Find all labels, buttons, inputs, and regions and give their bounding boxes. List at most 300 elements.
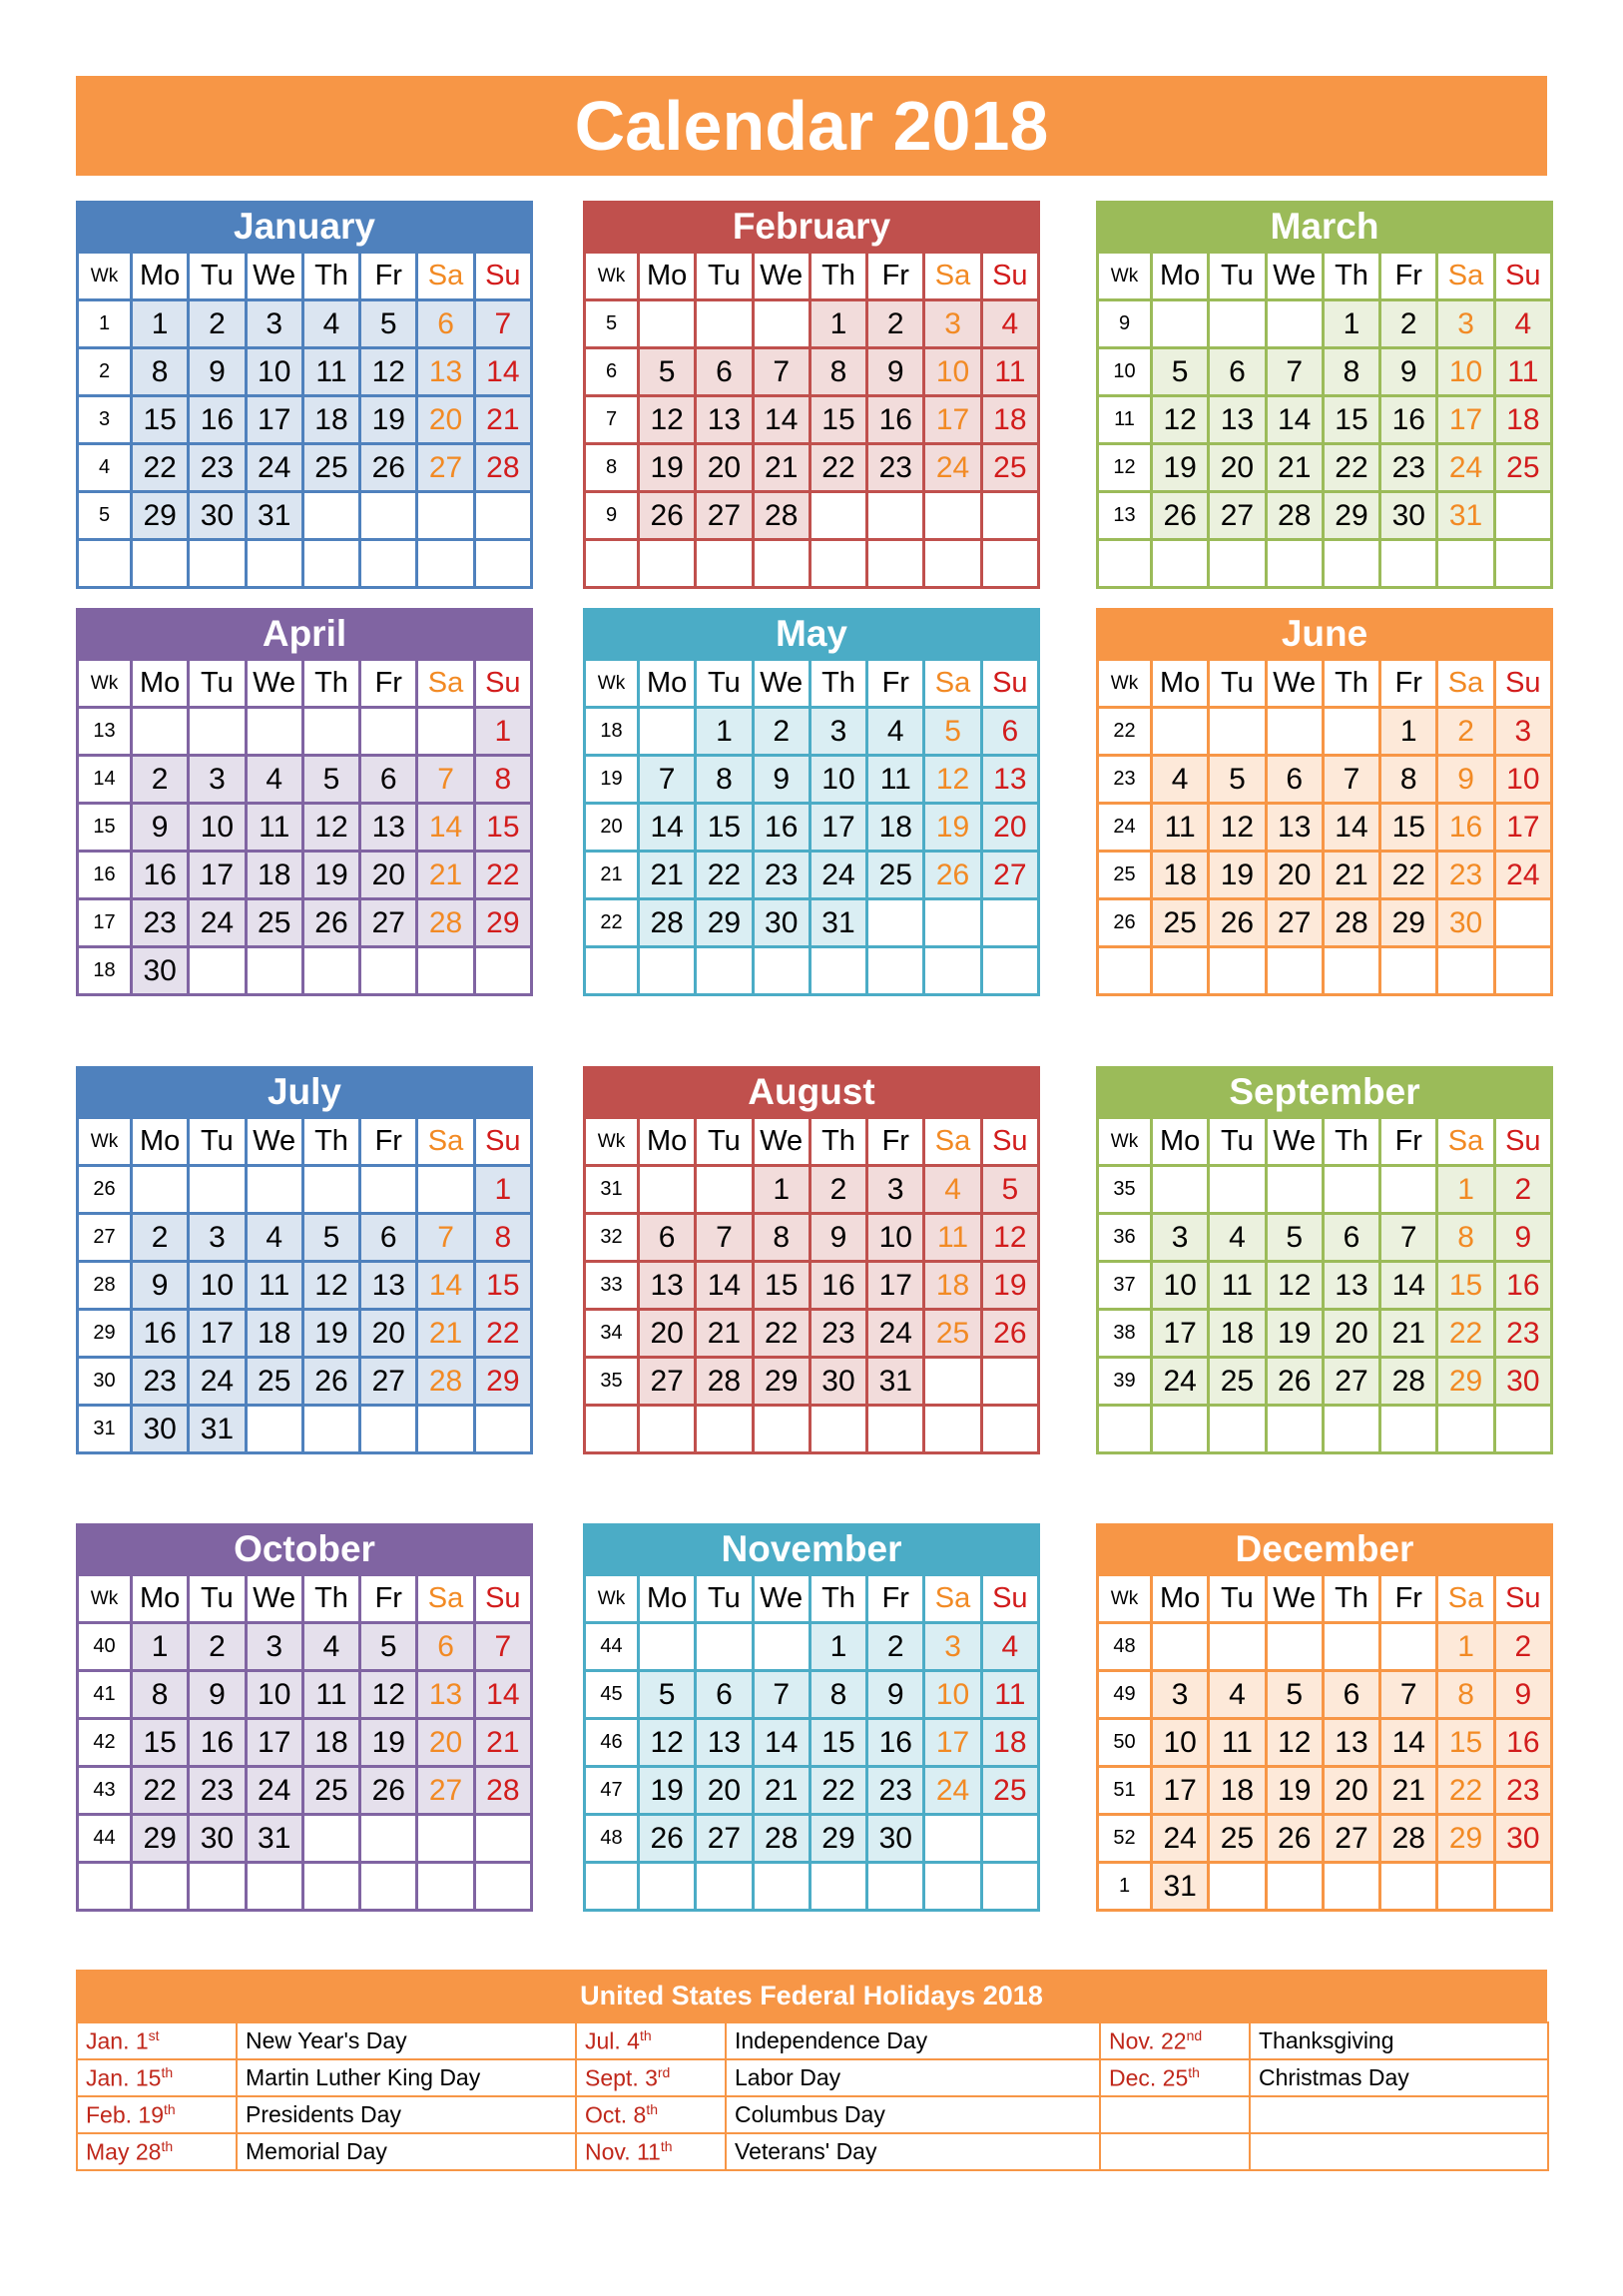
day-cell: 28 (474, 444, 531, 492)
day-cell: 2 (132, 756, 189, 804)
day-cell: 17 (810, 804, 866, 852)
month-july (76, 1066, 533, 1454)
empty-day-cell (924, 1406, 981, 1453)
day-cell: 24 (189, 899, 246, 947)
week-row (1098, 947, 1552, 995)
empty-day-cell (1266, 300, 1323, 348)
day-cell: 18 (302, 396, 359, 444)
holiday-name: Memorial Day (237, 2133, 576, 2170)
weekday-header: Wk (585, 253, 639, 300)
week-row (78, 1623, 532, 1671)
week-row (78, 899, 532, 947)
day-cell: 22 (132, 1767, 189, 1815)
weekday-header: Fr (360, 1575, 417, 1623)
day-cell: 30 (810, 1358, 866, 1406)
day-cell: 4 (302, 300, 359, 348)
day-cell: 18 (246, 852, 302, 899)
day-cell: 30 (1437, 899, 1494, 947)
day-cell: 11 (246, 804, 302, 852)
day-cell: 7 (753, 1671, 810, 1719)
week-number: 27 (78, 1214, 132, 1262)
day-cell: 2 (753, 708, 810, 756)
day-cell: 14 (639, 804, 696, 852)
empty-day-cell (360, 1815, 417, 1863)
holiday-date (576, 2133, 726, 2170)
holiday-date-ordinal: nd (1186, 2026, 1203, 2043)
day-cell: 9 (1494, 1214, 1551, 1262)
week-number: 22 (585, 899, 639, 947)
month-header: July (76, 1066, 533, 1116)
empty-day-cell (360, 492, 417, 540)
weekday-header: Th (810, 1118, 866, 1166)
weekday-header: Fr (867, 253, 924, 300)
weekday-header: Su (981, 1118, 1038, 1166)
holiday-date-ordinal: th (639, 2026, 652, 2043)
day-cell: 2 (189, 1623, 246, 1671)
empty-day-cell (1266, 1623, 1323, 1671)
holiday-date-ordinal: st (148, 2026, 160, 2043)
week-number (585, 947, 639, 995)
empty-day-cell (417, 708, 474, 756)
empty-day-cell (417, 947, 474, 995)
day-cell: 11 (981, 348, 1038, 396)
empty-day-cell (246, 540, 302, 588)
day-cell: 7 (639, 756, 696, 804)
day-cell: 15 (810, 1719, 866, 1767)
week-number: 41 (78, 1671, 132, 1719)
weekday-header: Su (1494, 1118, 1551, 1166)
day-cell: 13 (417, 348, 474, 396)
day-cell: 28 (1380, 1815, 1437, 1863)
day-cell: 10 (924, 1671, 981, 1719)
empty-day-cell (1323, 540, 1379, 588)
week-row (78, 852, 532, 899)
day-cell: 8 (1380, 756, 1437, 804)
day-cell: 14 (753, 1719, 810, 1767)
day-cell: 8 (132, 348, 189, 396)
empty-day-cell (1380, 1406, 1437, 1453)
holiday-row (77, 2133, 1548, 2170)
empty-day-cell (246, 708, 302, 756)
day-cell: 20 (360, 1310, 417, 1358)
month-header: December (1096, 1523, 1553, 1573)
day-cell: 6 (696, 1671, 753, 1719)
empty-day-cell (867, 1863, 924, 1911)
weekday-header: Sa (1437, 253, 1494, 300)
week-row (78, 1719, 532, 1767)
day-cell: 21 (1323, 852, 1379, 899)
day-cell: 19 (1266, 1767, 1323, 1815)
week-row (1098, 540, 1552, 588)
day-cell: 13 (696, 396, 753, 444)
day-cell: 22 (696, 852, 753, 899)
empty-day-cell (474, 1863, 531, 1911)
week-number: 9 (585, 492, 639, 540)
week-number: 45 (585, 1671, 639, 1719)
week-row (585, 1623, 1039, 1671)
week-row (585, 947, 1039, 995)
weekday-header: We (753, 253, 810, 300)
month-table (583, 1573, 1040, 1912)
empty-day-cell (924, 899, 981, 947)
day-cell: 26 (302, 899, 359, 947)
day-cell: 6 (1323, 1671, 1379, 1719)
week-number (78, 540, 132, 588)
day-cell: 15 (132, 396, 189, 444)
day-cell: 31 (1152, 1863, 1209, 1911)
empty-day-cell (981, 899, 1038, 947)
week-row (78, 1166, 532, 1214)
weekday-header: Fr (867, 660, 924, 708)
empty-day-cell (1323, 708, 1379, 756)
day-cell: 19 (1152, 444, 1209, 492)
day-cell: 11 (981, 1671, 1038, 1719)
day-cell: 29 (1323, 492, 1379, 540)
day-cell: 27 (1323, 1815, 1379, 1863)
day-cell: 16 (189, 1719, 246, 1767)
day-cell: 6 (1323, 1214, 1379, 1262)
holiday-date-ordinal: th (1188, 2063, 1200, 2080)
day-cell: 8 (1323, 348, 1379, 396)
month-april (76, 608, 533, 996)
day-cell: 8 (810, 1671, 866, 1719)
day-cell: 18 (246, 1310, 302, 1358)
week-row (1098, 492, 1552, 540)
week-row (585, 1815, 1039, 1863)
day-cell: 20 (1323, 1310, 1379, 1358)
day-cell: 26 (981, 1310, 1038, 1358)
weekday-header: Wk (1098, 1118, 1152, 1166)
day-cell: 4 (867, 708, 924, 756)
week-number: 52 (1098, 1815, 1152, 1863)
day-cell: 14 (1323, 804, 1379, 852)
day-cell: 30 (753, 899, 810, 947)
holiday-date-text: Oct. 8 (585, 2101, 647, 2128)
week-number: 1 (78, 300, 132, 348)
month-march (1096, 201, 1553, 589)
holiday-date-ordinal: th (646, 2100, 659, 2117)
week-row (78, 300, 532, 348)
weekday-header: Sa (417, 1575, 474, 1623)
day-cell: 2 (1494, 1623, 1551, 1671)
day-cell: 14 (474, 348, 531, 396)
empty-day-cell (417, 1815, 474, 1863)
day-cell: 3 (924, 300, 981, 348)
week-number: 23 (1098, 756, 1152, 804)
day-cell: 14 (696, 1262, 753, 1310)
empty-day-cell (360, 708, 417, 756)
empty-day-cell (696, 947, 753, 995)
day-cell: 13 (417, 1671, 474, 1719)
empty-day-cell (1494, 947, 1551, 995)
day-cell: 23 (189, 444, 246, 492)
weekday-header: Fr (360, 253, 417, 300)
empty-day-cell (639, 300, 696, 348)
empty-day-cell (302, 492, 359, 540)
day-cell: 22 (1437, 1310, 1494, 1358)
week-number: 34 (585, 1310, 639, 1358)
empty-day-cell (1209, 708, 1266, 756)
day-cell: 29 (132, 1815, 189, 1863)
day-cell: 19 (639, 1767, 696, 1815)
weekday-header: We (1266, 1118, 1323, 1166)
day-cell: 30 (189, 1815, 246, 1863)
weekday-header: Su (1494, 1575, 1551, 1623)
day-cell: 9 (1380, 348, 1437, 396)
day-cell: 9 (1494, 1671, 1551, 1719)
day-cell: 1 (1437, 1623, 1494, 1671)
day-cell: 24 (189, 1358, 246, 1406)
day-cell: 6 (1209, 348, 1266, 396)
week-row (1098, 1214, 1552, 1262)
day-cell: 15 (696, 804, 753, 852)
month-table (1096, 1116, 1553, 1454)
day-cell: 17 (924, 1719, 981, 1767)
day-cell: 27 (639, 1358, 696, 1406)
day-cell: 22 (810, 1767, 866, 1815)
empty-day-cell (1209, 1166, 1266, 1214)
day-cell: 3 (1494, 708, 1551, 756)
week-row (78, 540, 532, 588)
day-cell: 2 (1437, 708, 1494, 756)
day-cell: 28 (1323, 899, 1379, 947)
week-row (585, 756, 1039, 804)
week-row (585, 804, 1039, 852)
day-cell: 3 (246, 1623, 302, 1671)
weekday-header: We (1266, 1575, 1323, 1623)
empty-day-cell (1152, 708, 1209, 756)
day-cell: 3 (924, 1623, 981, 1671)
day-cell: 2 (189, 300, 246, 348)
day-cell: 6 (417, 300, 474, 348)
week-row (1098, 1671, 1552, 1719)
day-cell: 28 (753, 492, 810, 540)
week-row (78, 492, 532, 540)
weekday-header: Su (981, 660, 1038, 708)
weekday-header: Wk (78, 660, 132, 708)
day-cell: 22 (1437, 1767, 1494, 1815)
day-cell: 17 (867, 1262, 924, 1310)
day-cell: 4 (246, 1214, 302, 1262)
weekday-header: Tu (696, 1118, 753, 1166)
week-number: 5 (585, 300, 639, 348)
week-row (78, 1214, 532, 1262)
day-cell: 16 (810, 1262, 866, 1310)
empty-day-cell (360, 1166, 417, 1214)
day-cell: 5 (1266, 1671, 1323, 1719)
week-row (585, 899, 1039, 947)
day-cell: 17 (924, 396, 981, 444)
day-cell: 11 (1209, 1719, 1266, 1767)
empty-day-cell (1380, 1166, 1437, 1214)
holiday-name (1250, 2096, 1548, 2133)
day-cell: 21 (474, 1719, 531, 1767)
empty-day-cell (753, 300, 810, 348)
weekday-header: Sa (417, 1118, 474, 1166)
day-cell: 17 (189, 1310, 246, 1358)
empty-day-cell (417, 1166, 474, 1214)
day-cell: 6 (639, 1214, 696, 1262)
day-cell: 15 (1437, 1719, 1494, 1767)
week-number: 25 (1098, 852, 1152, 899)
weekday-header: We (246, 1118, 302, 1166)
day-cell: 29 (474, 899, 531, 947)
week-number: 36 (1098, 1214, 1152, 1262)
empty-day-cell (474, 947, 531, 995)
day-cell: 11 (924, 1214, 981, 1262)
weekday-header: Mo (1152, 253, 1209, 300)
week-row (78, 1671, 532, 1719)
empty-day-cell (753, 1406, 810, 1453)
week-row (585, 1767, 1039, 1815)
week-row (78, 444, 532, 492)
week-row (585, 708, 1039, 756)
week-number: 35 (1098, 1166, 1152, 1214)
empty-day-cell (417, 492, 474, 540)
day-cell: 19 (360, 396, 417, 444)
day-cell: 1 (132, 300, 189, 348)
week-number (78, 1863, 132, 1911)
week-row (78, 1358, 532, 1406)
day-cell: 25 (246, 1358, 302, 1406)
week-number: 37 (1098, 1262, 1152, 1310)
day-cell: 1 (1323, 300, 1379, 348)
day-cell: 22 (1323, 444, 1379, 492)
empty-day-cell (246, 1166, 302, 1214)
week-number: 33 (585, 1262, 639, 1310)
day-cell: 1 (474, 708, 531, 756)
week-row (1098, 1310, 1552, 1358)
weekday-header: Th (302, 253, 359, 300)
week-row (1098, 804, 1552, 852)
empty-day-cell (1266, 540, 1323, 588)
empty-day-cell (1209, 1406, 1266, 1453)
day-cell: 9 (810, 1214, 866, 1262)
weekday-header: Sa (924, 253, 981, 300)
month-table (76, 658, 533, 996)
day-cell: 12 (1266, 1262, 1323, 1310)
week-number: 13 (78, 708, 132, 756)
holiday-date-text: Jan. 1 (86, 2027, 149, 2054)
week-row (1098, 1719, 1552, 1767)
day-cell: 27 (1266, 899, 1323, 947)
month-january (76, 201, 533, 589)
week-number: 8 (585, 444, 639, 492)
empty-day-cell (867, 947, 924, 995)
month-november (583, 1523, 1040, 1912)
week-number: 28 (78, 1262, 132, 1310)
day-cell: 11 (1494, 348, 1551, 396)
day-cell: 13 (981, 756, 1038, 804)
day-cell: 13 (360, 1262, 417, 1310)
week-number (1098, 1406, 1152, 1453)
week-number: 26 (78, 1166, 132, 1214)
empty-day-cell (639, 947, 696, 995)
empty-day-cell (417, 540, 474, 588)
weekday-header: Tu (696, 253, 753, 300)
day-cell: 5 (981, 1166, 1038, 1214)
day-cell: 22 (132, 444, 189, 492)
day-cell: 18 (1494, 396, 1551, 444)
empty-day-cell (1266, 1166, 1323, 1214)
empty-day-cell (1152, 540, 1209, 588)
weekday-header: Mo (639, 1118, 696, 1166)
day-cell: 30 (1494, 1815, 1551, 1863)
day-cell: 15 (474, 804, 531, 852)
day-cell: 3 (189, 756, 246, 804)
week-row (78, 1815, 532, 1863)
day-cell: 24 (924, 1767, 981, 1815)
day-cell: 7 (1380, 1214, 1437, 1262)
day-cell: 15 (474, 1262, 531, 1310)
day-cell: 17 (246, 396, 302, 444)
empty-day-cell (810, 540, 866, 588)
day-cell: 2 (1494, 1166, 1551, 1214)
empty-day-cell (417, 1406, 474, 1453)
holidays-table (76, 2021, 1549, 2171)
weekday-header: Tu (189, 1118, 246, 1166)
week-number: 38 (1098, 1310, 1152, 1358)
day-cell: 10 (1437, 348, 1494, 396)
week-row (585, 1214, 1039, 1262)
weekday-header: Sa (924, 1575, 981, 1623)
day-cell: 26 (1266, 1358, 1323, 1406)
empty-day-cell (360, 1863, 417, 1911)
day-cell: 28 (753, 1815, 810, 1863)
weekday-header: Su (474, 1118, 531, 1166)
week-number: 47 (585, 1767, 639, 1815)
day-cell: 26 (639, 492, 696, 540)
weekday-header: Wk (78, 253, 132, 300)
day-cell: 21 (417, 1310, 474, 1358)
weekday-header: Sa (924, 660, 981, 708)
empty-day-cell (924, 1358, 981, 1406)
day-cell: 9 (189, 348, 246, 396)
day-cell: 25 (1209, 1815, 1266, 1863)
day-cell: 20 (417, 396, 474, 444)
week-row (78, 1406, 532, 1453)
day-cell: 28 (417, 1358, 474, 1406)
day-cell: 16 (1437, 804, 1494, 852)
empty-day-cell (981, 1815, 1038, 1863)
day-cell: 23 (867, 444, 924, 492)
weekday-header: Mo (1152, 1118, 1209, 1166)
empty-day-cell (639, 1166, 696, 1214)
day-cell: 2 (810, 1166, 866, 1214)
month-september (1096, 1066, 1553, 1454)
week-number: 17 (78, 899, 132, 947)
empty-day-cell (302, 708, 359, 756)
day-cell: 5 (360, 300, 417, 348)
day-cell: 22 (753, 1310, 810, 1358)
week-row (585, 852, 1039, 899)
day-cell: 8 (810, 348, 866, 396)
week-row (585, 396, 1039, 444)
empty-day-cell (1152, 1623, 1209, 1671)
empty-day-cell (1380, 947, 1437, 995)
holiday-date (77, 2059, 237, 2096)
day-cell: 7 (474, 1623, 531, 1671)
empty-day-cell (1494, 1863, 1551, 1911)
empty-day-cell (696, 1406, 753, 1453)
day-cell: 26 (639, 1815, 696, 1863)
month-august (583, 1066, 1040, 1454)
week-row (585, 300, 1039, 348)
holiday-name: Thanksgiving (1250, 2022, 1548, 2059)
empty-day-cell (1323, 947, 1379, 995)
weekday-header: Fr (1380, 253, 1437, 300)
day-cell: 12 (1209, 804, 1266, 852)
